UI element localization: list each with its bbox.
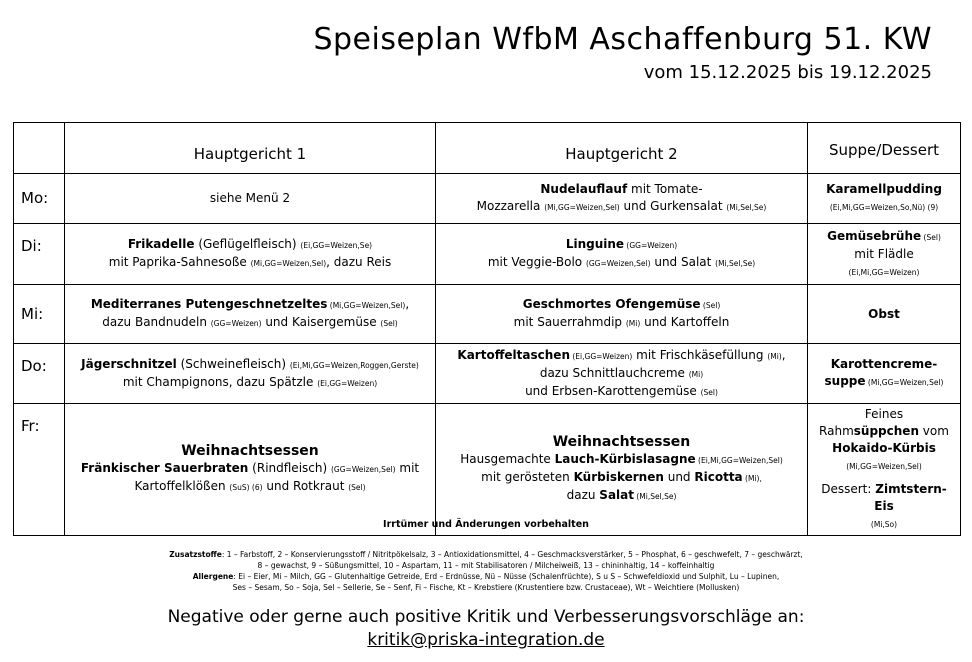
- table-row-wednesday: [14, 285, 961, 344]
- day-label-thursday: Do:: [14, 344, 65, 404]
- table-row-thursday: [14, 344, 961, 404]
- day-label-monday: Mo:: [14, 174, 65, 224]
- wednesday-soup-dessert: Obst: [808, 285, 961, 344]
- day-label-tuesday: Di:: [14, 224, 65, 285]
- page-title: Speiseplan WfbM Aschaffenburg 51. KW: [313, 22, 932, 57]
- friday-main-1: Weihnachtsessen Fränkischer Sauerbraten (Rindfleisch) (GG=Weizen,Sel) mit Kartoffelklößen (SuS) (6) und Rotkraut (Sel): [65, 404, 436, 536]
- table-row-monday: [14, 174, 961, 224]
- thursday-main-1: Jägerschnitzel (Schweinefleisch) (Ei,Mi,GG=Weizen,Roggen,Gerste) mit Champignons, dazu Spätzle (Ei,GG=Weizen): [65, 344, 436, 404]
- wednesday-main-1: Mediterranes Putengeschnetzeltes (Mi,GG=Weizen,Sel), dazu Bandnudeln (GG=Weizen) und Kaisergemüse (Sel): [65, 285, 436, 344]
- table-row-friday: [14, 404, 961, 536]
- menu-table: [13, 122, 961, 536]
- header-row: [14, 123, 961, 174]
- date-range: vom 15.12.2025 bis 19.12.2025: [643, 62, 932, 83]
- thursday-soup-dessert: Karottencreme- suppe (Mi,GG=Weizen,Sel): [808, 344, 961, 404]
- feedback-email-link[interactable]: kritik@priska-integration.de: [367, 630, 605, 650]
- column-header-main-1: Hauptgericht 1: [65, 123, 436, 174]
- legend-additives-allergens: Zusatzstoffe: 1 – Farbstoff, 2 – Konservierungsstoff / Nitritpökelsalz, 3 – Antioxidationsmittel, 4 – Geschmacksverstärker, 5 – Phosphat, 6 – geschwefelt, 7 – geschwärzt, 8 – gewachst, 9 – Süßungsmittel, 10 – Aspartam, 11 – mit Stabilisatoren / Milcheiweiß, 13 – chininhaltig, 14 – koffeinhaltig Allergene: Ei – Eier, Mi – Milch, GG – Glutenhaltige Getreide, Erd – Erdnüsse, Nü – Nüsse (Schalenfrüchte), S u S – Schwefeldioxid und Sulphit, Lu – Lupinen, Ses – Sesam, So – Soja, Sel – Sellerie, Se – Senf, Fi – Fische, Kt – Krebstiere (Krustentiere bzw. Crustaceae), Wt – Weichtiere (Mollusken): [169, 550, 803, 592]
- tuesday-main-2: Linguine (GG=Weizen) mit Veggie-Bolo (GG=Weizen,Sel) und Salat (Mi,Sel,Se): [436, 224, 808, 285]
- table-row-tuesday: [14, 224, 961, 285]
- friday-soup-dessert: Feines Rahmsüppchen vom Hokaido-Kürbis (Mi,GG=Weizen,Sel) Dessert: Zimtstern-Eis (Mi,So): [808, 404, 961, 536]
- feedback-section: [0, 606, 972, 652]
- day-label-wednesday: Mi:: [14, 285, 65, 344]
- feedback-text: Negative oder gerne auch positive Kritik und Verbesserungsvorschläge an:: [167, 607, 805, 627]
- friday-main-2: Weihnachtsessen Hausgemachte Lauch-Kürbislasagne (Ei,Mi,GG=Weizen,Sel) mit gerösteten Kürbiskernen und Ricotta (Mi), dazu Salat (Mi,Sel,Se): [436, 404, 808, 536]
- thursday-main-2: Kartoffeltaschen (Ei,GG=Weizen) mit Frischkäsefüllung (Mi), dazu Schnittlauchcreme (Mi) und Erbsen-Karottengemüse (Sel): [436, 344, 808, 404]
- tuesday-main-1: Frikadelle (Geflügelfleisch) (Ei,GG=Weizen,Se) mit Paprika-Sahnesoße (Mi,GG=Weizen,Sel), dazu Reis: [65, 224, 436, 285]
- column-header-soup-dessert: Suppe/Dessert: [808, 123, 961, 174]
- monday-main-2: Nudelauflauf mit Tomate- Mozzarella (Mi,GG=Weizen,Sel) und Gurkensalat (Mi,Sel,Se): [436, 174, 808, 224]
- corner-cell: [14, 123, 65, 174]
- day-label-friday: Fr:: [14, 404, 65, 536]
- wednesday-main-2: Geschmortes Ofengemüse (Sel) mit Sauerrahmdip (Mi) und Kartoffeln: [436, 285, 808, 344]
- column-header-main-2: Hauptgericht 2: [436, 123, 808, 174]
- monday-main-1: siehe Menü 2: [65, 174, 436, 224]
- tuesday-soup-dessert: Gemüsebrühe (Sel) mit Flädle (Ei,Mi,GG=Weizen): [808, 224, 961, 285]
- disclaimer: Irrtümer und Änderungen vorbehalten: [383, 519, 589, 530]
- monday-soup-dessert: Karamellpudding (Ei,Mi,GG=Weizen,So,Nü) (9): [808, 174, 961, 224]
